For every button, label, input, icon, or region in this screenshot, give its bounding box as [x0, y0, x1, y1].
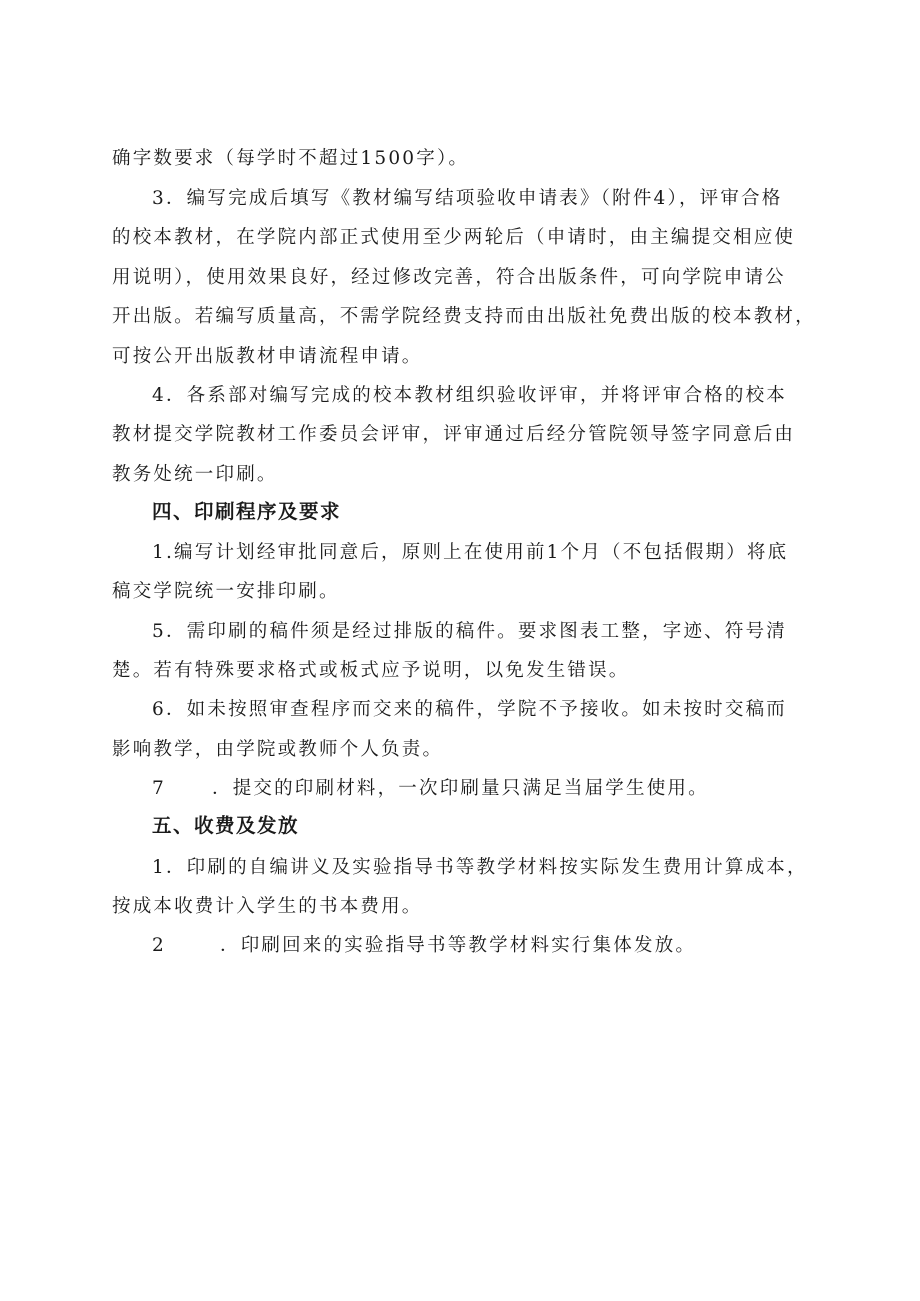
list-item-number: 7	[152, 778, 166, 799]
paragraph-line: 用说明），使用效果良好，经过修改完善，符合出版条件，可向学院申请公	[112, 267, 786, 288]
paragraph-line: 5．需印刷的稿件须是经过排版的稿件。要求图表工整，字迹、符号清	[152, 621, 787, 642]
paragraph-line: 稿交学院统一安排印刷。	[112, 581, 340, 602]
paragraph-line: 开出版。若编写质量高，不需学院经费支持而由出版社免费出版的校本教材，	[112, 306, 816, 327]
list-item-number: 2	[152, 935, 166, 956]
paragraph-line: 4．各系部对编写完成的校本教材组织验收评审，并将评审合格的校本	[152, 385, 787, 406]
paragraph-line: 6．如未按照审查程序而交来的稿件，学院不予接收。如未按时交稿而	[152, 699, 787, 720]
section-heading: 四、印刷程序及要求	[152, 500, 342, 523]
paragraph-line: 教材提交学院教材工作委员会评审，评审通过后经分管院领导签字同意后由	[112, 424, 796, 445]
paragraph-line: 3．编写完成后填写《教材编写结项验收申请表》（附件4），评审合格	[152, 188, 783, 209]
paragraph-line: 的校本教材，在学院内部正式使用至少两轮后（申请时，由主编提交相应使	[112, 227, 796, 248]
list-item-text: ．印刷回来的实验指导书等教学材料实行集体发放。	[220, 935, 697, 956]
list-item	[152, 934, 696, 958]
paragraph-line: 1.编写计划经审批同意后，原则上在使用前1个月（不包括假期）将底	[152, 542, 789, 563]
paragraph-line: 楚。若有特殊要求格式或板式应予说明，以免发生错误。	[112, 660, 630, 681]
paragraph-line: 确字数要求（每学时不超过1500字）。	[112, 148, 470, 169]
section-heading: 五、收费及发放	[152, 814, 300, 837]
paragraph-line: 教务处统一印刷。	[112, 464, 278, 485]
list-item-text: ．提交的印刷材料，一次印刷量只满足当届学生使用。	[212, 778, 709, 799]
paragraph-line: 1．印刷的自编讲义及实验指导书等教学材料按实际发生费用计算成本，	[152, 857, 808, 878]
paragraph-line: 可按公开出版教材申请流程申请。	[112, 346, 423, 367]
list-item	[152, 777, 709, 801]
paragraph-line: 按成本收费计入学生的书本费用。	[112, 896, 423, 917]
paragraph-line: 影响教学，由学院或教师个人负责。	[112, 739, 444, 760]
